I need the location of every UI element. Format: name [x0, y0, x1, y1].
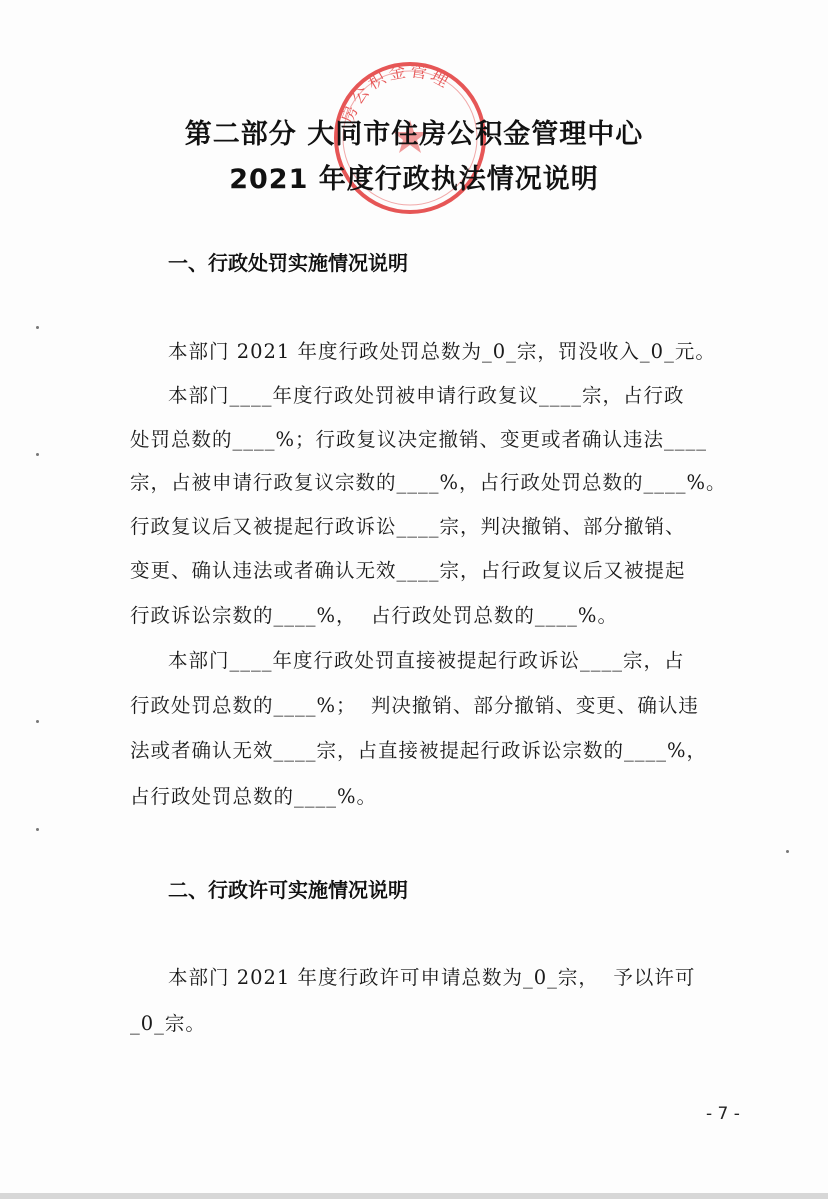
section-1-line: 变更、确认违法或者确认无效____宗，占行政复议后又被提起 — [130, 559, 686, 582]
section-2-heading: 二、行政许可实施情况说明 — [168, 878, 408, 902]
seal-text: 房公积金管理 — [337, 61, 455, 127]
section-2-line: _0_宗。 — [130, 1012, 206, 1035]
scan-speck — [36, 720, 39, 723]
section-1-line: 本部门____年度行政处罚被申请行政复议____宗，占行政 — [168, 384, 685, 407]
section-1-line: 行政复议后又被提起行政诉讼____宗，判决撤销、部分撤销、 — [130, 515, 686, 538]
scan-speck — [36, 828, 39, 831]
section-2-line: 本部门 2021 年度行政许可申请总数为_0_宗， 予以许可 — [168, 966, 696, 989]
section-1-line: 处罚总数的____%；行政复议决定撤销、变更或者确认违法____ — [130, 428, 708, 451]
section-1-line: 法或者确认无效____宗，占直接被提起行政诉讼宗数的____%， — [130, 739, 708, 762]
section-1-line: 占行政处罚总数的____%。 — [130, 785, 378, 808]
page-number: - 7 - — [706, 1104, 740, 1124]
document-title-line-1: 第二部分 大同市住房公积金管理中心 — [184, 119, 644, 150]
section-1-line: 行政处罚总数的____%； 判决撤销、部分撤销、变更、确认违 — [130, 694, 699, 717]
scan-speck — [36, 453, 39, 456]
document-title-line-2: 2021 年度行政执法情况说明 — [229, 164, 599, 195]
scan-speck — [36, 326, 39, 329]
section-1-line: 本部门 2021 年度行政处罚总数为_0_宗，罚没收入_0_元。 — [168, 340, 716, 363]
section-1-heading: 一、行政处罚实施情况说明 — [168, 251, 408, 275]
section-1-line: 宗，占被申请行政复议宗数的____%，占行政处罚总数的____%。 — [130, 471, 727, 494]
section-1-line: 行政诉讼宗数的____%， 占行政处罚总数的____%。 — [130, 604, 618, 627]
section-1-line: 本部门____年度行政处罚直接被提起行政诉讼____宗，占 — [168, 649, 685, 672]
scan-speck — [786, 850, 789, 853]
scan-bottom-edge — [0, 1193, 828, 1199]
